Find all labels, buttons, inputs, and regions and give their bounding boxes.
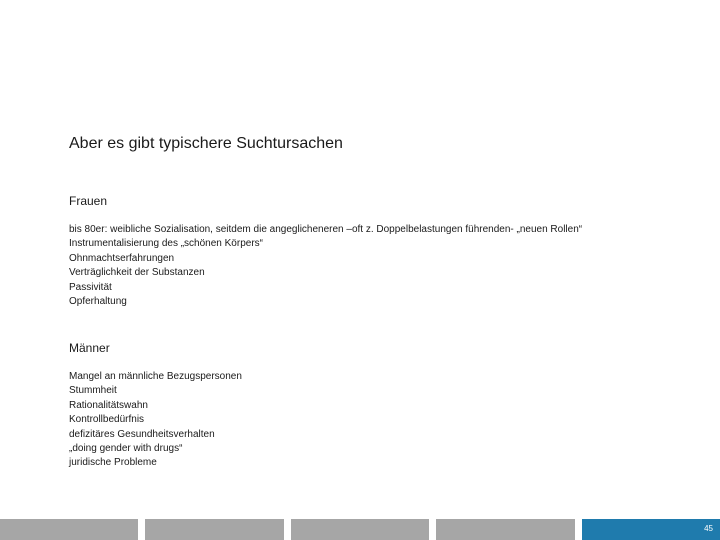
footer-segment-5 — [582, 519, 720, 540]
section-list-maenner — [69, 370, 242, 471]
list-item: Opferhaltung — [69, 296, 127, 308]
footer-segment-4-active — [436, 519, 574, 540]
list-item: Stummheit — [69, 385, 117, 397]
list-item: Ohnmachtserfahrungen — [69, 252, 175, 264]
list-item: „doing gender with drugs“ — [69, 443, 183, 455]
section-list-frauen — [69, 223, 582, 309]
list-item: Passivität — [69, 281, 112, 293]
list-item: bis 80er: weibliche Sozialisation, seitdem die angeglicheneren –oft z. Doppelbelastungen führenden- „neuen Rollen“ — [69, 224, 583, 235]
list-item: Mangel an männliche Bezugspersonen — [69, 371, 242, 382]
list-item: Kontrollbedürfnis — [69, 414, 145, 426]
list-item: Verträglichkeit der Substanzen — [69, 267, 205, 279]
list-item: juridische Probleme — [69, 457, 157, 469]
section-heading-frauen: Frauen — [69, 194, 108, 208]
list-item: defizitäres Gesundheitsverhalten — [69, 428, 215, 440]
footer-segment-3 — [291, 519, 429, 540]
footer-segment-1 — [0, 519, 138, 540]
list-item: Instrumentalisierung des „schönen Körpers“ — [69, 238, 263, 250]
footer-bar — [0, 519, 720, 540]
page-number: 45 — [704, 524, 713, 533]
slide-title: Aber es gibt typischere Suchtursachen — [69, 135, 343, 152]
footer-segment-2 — [145, 519, 283, 540]
section-heading-maenner: Männer — [69, 341, 110, 355]
list-item: Rationalitätswahn — [69, 399, 148, 411]
